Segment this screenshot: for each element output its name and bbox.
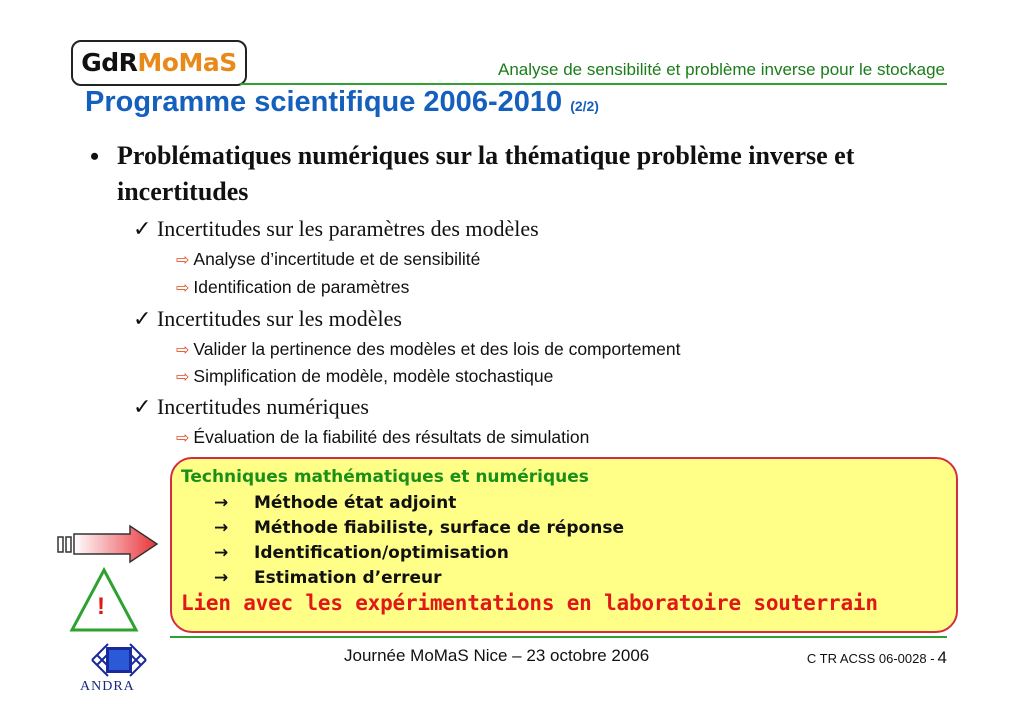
box-item-label: Méthode état adjoint [254,493,457,513]
andra-label: ANDRA [80,679,135,694]
page-title [85,86,599,119]
section-label: Incertitudes sur les paramètres des modèles [156,216,539,241]
box-item [214,493,456,513]
footer-ref-code: C TR ACSS 06-0028 - [806,651,935,666]
sub-item-label: Évaluation de la fiabilité des résultats de simulation [193,427,590,447]
section-label: Incertitudes sur les modèles [156,306,402,331]
arrow-right-icon: ⇨ [176,280,190,297]
arrow-icon: → [214,568,229,588]
arrow-right-icon: ⇨ [176,342,190,359]
check-icon: ✓ [133,394,152,419]
sub-item [176,277,409,298]
arrow-icon: → [214,543,229,563]
arrow-right-icon: ⇨ [176,369,190,386]
box-item [214,518,624,538]
sub-item-label: Valider la pertinence des modèles et des lois de comportement [193,339,681,359]
sub-item [176,427,589,448]
andra-logo-icon [88,640,150,680]
section-label: Incertitudes numériques [156,394,369,419]
warning-symbol: ! [97,593,105,620]
box-heading: Techniques mathématiques et numériques [181,467,589,487]
box-item-label: Méthode fiabiliste, surface de réponse [254,518,624,538]
arrow-icon: → [214,518,229,538]
logo-part-momas: MoMaS [137,48,237,77]
arrow-right-icon: ⇨ [176,252,190,269]
box-link-text: Lien avec les expérimentations en laboratoire souterrain [181,591,878,615]
sub-item [176,249,480,270]
box-item-label: Estimation d’erreur [254,568,442,588]
header-divider [240,83,947,85]
sub-item [176,366,553,387]
check-icon: ✓ [133,216,152,241]
box-item [214,568,441,588]
bullet-marker: • [90,142,100,171]
bullet-text: Problématiques numériques sur la thématique problème inverse et incertitudes [117,141,855,206]
section-heading [133,216,539,242]
logo-part-gdr: GdR [81,48,138,77]
gdr-momas-logo [71,40,247,86]
footer-event: Journée MoMaS Nice – 23 octobre 2006 [344,646,650,665]
sub-item-label: Analyse d’incertitude et de sensibilité [193,249,481,269]
check-icon: ✓ [133,306,152,331]
section-heading [133,306,402,332]
title-suffix: (2/2) [570,98,599,114]
arrow-icon: → [214,493,229,513]
footer-reference [807,648,947,668]
header-subtitle: Analyse de sensibilité et problème inverse pour le stockage [498,60,945,79]
page-number: 4 [937,648,947,667]
sub-item-label: Simplification de modèle, modèle stochastique [193,366,554,386]
callout-arrow-icon [56,524,160,564]
title-main: Programme scientifique 2006-2010 [85,86,563,118]
sub-item [176,339,680,360]
footer-divider [170,636,947,638]
sub-item-label: Identification de paramètres [193,277,410,297]
box-item-label: Identification/optimisation [254,543,509,563]
section-heading [133,394,369,420]
arrow-right-icon: ⇨ [176,430,190,447]
box-item [214,543,509,563]
